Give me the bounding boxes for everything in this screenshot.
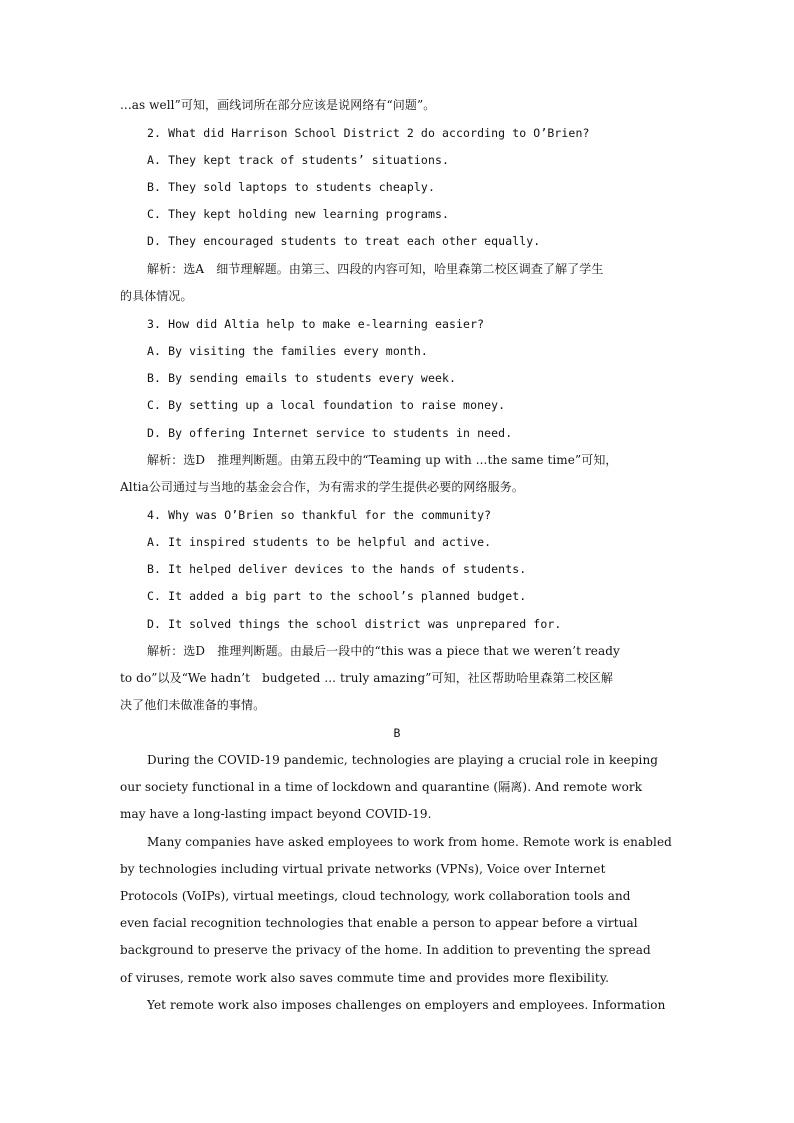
option-b: B. It helped deliver devices to the hands of students. xyxy=(147,562,527,576)
option-a: A. By visiting the families every month. xyxy=(147,344,428,358)
option-d: D. They encouraged students to treat each other equally. xyxy=(147,234,541,248)
analysis-text: 决了他们未做准备的事情。 xyxy=(120,698,266,712)
analysis-text: to do”以及“We hadn’t budgeted ... truly amazing”可知，社区帮助哈里森第二校区解 xyxy=(120,671,614,685)
analysis-text: 解析：选D 推理判断题。由最后一段中的“this was a piece that we weren’t ready xyxy=(147,644,620,658)
passage-line: our society functional in a time of lockdown and quarantine (隔离). And remote work xyxy=(120,780,643,794)
passage-line: by technologies including virtual private networks (VPNs), Voice over Internet xyxy=(120,862,606,876)
analysis-text: 的具体情况。 xyxy=(120,289,193,303)
passage-line: may have a long-lasting impact beyond COVID-19. xyxy=(120,807,432,821)
option-c: C. They kept holding new learning programs. xyxy=(147,207,450,221)
analysis-text: 解析：选D 推理判断题。由第五段中的“Teaming up with ...the same time”可知， xyxy=(147,453,618,467)
question-2: 2. What did Harrison School District 2 do according to O’Brien? xyxy=(147,126,590,140)
passage-line: even facial recognition technologies that enable a person to appear before a virtual xyxy=(120,916,638,930)
passage-line: background to preserve the privacy of the home. In addition to preventing the spread xyxy=(120,943,651,957)
option-b: B. They sold laptops to students cheaply. xyxy=(147,180,435,194)
option-c: C. By setting up a local foundation to raise money. xyxy=(147,398,506,412)
analysis-text: 解析：选A 细节理解题。由第三、四段的内容可知，哈里森第二校区调查了解了学生 xyxy=(147,262,604,276)
analysis-text: Altia公司通过与当地的基金会合作，为有需求的学生提供必要的网络服务。 xyxy=(120,480,524,494)
option-a: A. They kept track of students’ situations. xyxy=(147,153,450,167)
passage-line: Many companies have asked employees to work from home. Remote work is enabled xyxy=(147,835,672,849)
passage-line: During the COVID-19 pandemic, technologies are playing a crucial role in keeping xyxy=(147,753,659,767)
passage-line: Protocols (VoIPs), virtual meetings, cloud technology, work collaboration tools and xyxy=(120,889,631,903)
text-line: ...as well”可知，画线词所在部分应该是说网络有“问题”。 xyxy=(120,98,436,112)
passage-line: Yet remote work also imposes challenges on employers and employees. Information xyxy=(147,998,666,1012)
option-c: C. It added a big part to the school’s planned budget. xyxy=(147,589,527,603)
option-d: D. By offering Internet service to students in need. xyxy=(147,426,513,440)
option-b: B. By sending emails to students every week. xyxy=(147,371,457,385)
section-heading: B xyxy=(393,726,401,740)
question-4: 4. Why was O’Brien so thankful for the community? xyxy=(147,508,492,522)
passage-line: of viruses, remote work also saves commute time and provides more flexibility. xyxy=(120,971,610,985)
question-3: 3. How did Altia help to make e-learning easier? xyxy=(147,317,485,331)
option-a: A. It inspired students to be helpful and active. xyxy=(147,535,492,549)
option-d: D. It solved things the school district was unprepared for. xyxy=(147,617,562,631)
